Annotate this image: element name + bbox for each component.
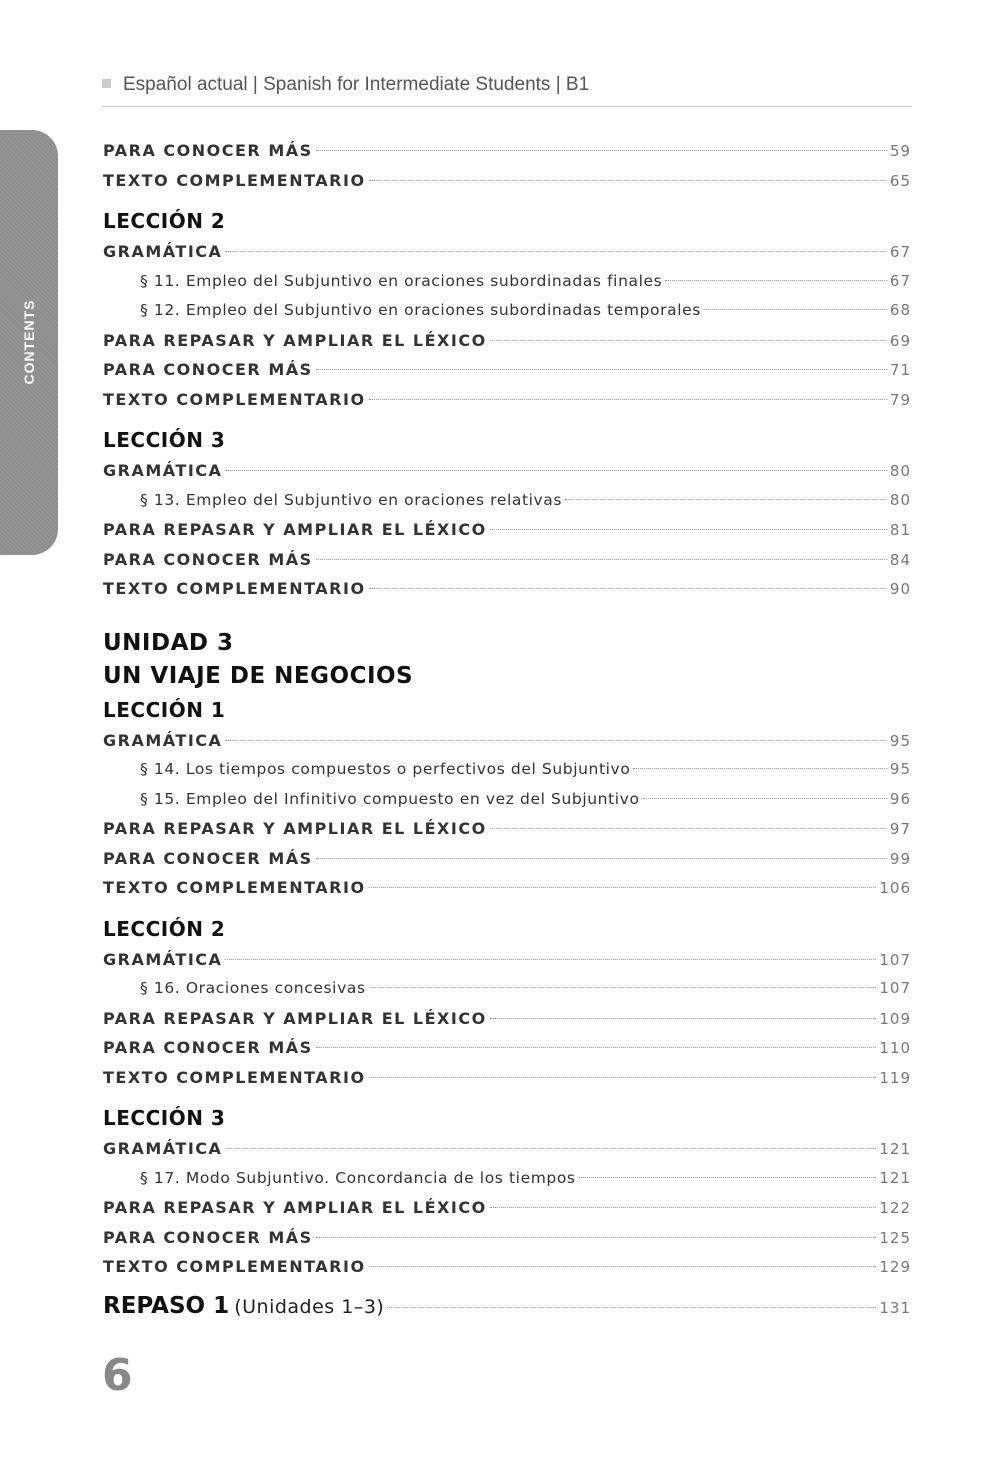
entry-title: GRAMÁTICA [103,461,223,480]
entry-title: PARA REPASAR Y AMPLIAR EL LÉXICO [103,819,487,838]
dot-leader [316,150,887,151]
dot-leader [704,309,887,310]
toc-subentry[interactable] [103,486,911,516]
entry-title: TEXTO COMPLEMENTARIO [103,1067,366,1087]
dot-leader [369,399,887,400]
page-ref: 97 [889,820,911,838]
entry-title: PARA REPASAR Y AMPLIAR EL LÉXICO [103,1008,487,1028]
page-ref: 95 [889,731,911,750]
entry-title: § 13. Empleo del Subjuntivo en oraciones relativas [140,490,563,509]
entry-title: TEXTO COMPLEMENTARIO [103,878,366,897]
header-square-icon [102,79,111,88]
running-header [102,74,589,96]
side-tab-label: CONTENTS [21,299,37,385]
toc-entry[interactable] [103,1004,911,1034]
page-ref: 59 [889,142,911,160]
page-ref: 121 [879,1168,911,1187]
page-ref: 129 [879,1258,911,1276]
repaso-subtitle: (Unidades 1–3) [234,1295,385,1318]
repaso-title: REPASO 1 [103,1292,230,1319]
header-rule [102,106,912,107]
entry-title: PARA REPASAR Y AMPLIAR EL LÉXICO [103,330,487,350]
page-ref: 107 [879,950,911,969]
entry-title: PARA CONOCER MÁS [103,360,313,379]
dot-leader [369,1266,877,1267]
page-ref: 96 [889,789,911,808]
dot-leader [316,559,887,560]
page-number: 6 [102,1350,133,1401]
lesson-heading: LECCIÓN 2 [103,209,226,233]
toc-subentry[interactable] [103,785,911,815]
page-ref: 131 [879,1298,911,1317]
dot-leader [316,858,887,859]
toc-entry[interactable] [103,237,911,267]
dot-leader [579,1177,877,1178]
dot-leader [225,1148,876,1149]
page-ref: 95 [889,760,911,778]
toc-entry[interactable] [103,1063,911,1093]
toc-subentry[interactable] [103,755,911,785]
entry-title: § 17. Modo Subjuntivo. Concordancia de los tiempos [140,1168,576,1187]
dot-leader [490,1207,877,1208]
page-ref: 90 [889,580,911,598]
toc-entry[interactable] [103,814,911,844]
page-ref: 69 [889,331,911,350]
entry-title: PARA CONOCER MÁS [103,848,313,868]
toc-entry[interactable] [103,1252,911,1282]
toc-entry[interactable] [103,326,911,356]
entry-title: TEXTO COMPLEMENTARIO [103,170,366,190]
toc-entry[interactable] [103,1223,911,1253]
page-ref: 81 [889,521,911,539]
entry-title: § 11. Empleo del Subjuntivo en oraciones subordinadas finales [140,271,663,290]
toc-entry[interactable] [103,385,911,415]
entry-title: PARA CONOCER MÁS [103,141,313,160]
lesson-heading: LECCIÓN 3 [103,428,226,452]
entry-title: PARA REPASAR Y AMPLIAR EL LÉXICO [103,520,487,539]
unit-heading: UN VIAJE DE NEGOCIOS [103,662,414,689]
toc-entry-repaso[interactable] [103,1288,911,1324]
dot-leader [369,588,887,589]
toc-entry[interactable] [103,545,911,575]
dot-leader [643,798,887,799]
dot-leader [490,828,887,829]
entry-title: PARA CONOCER MÁS [103,1227,313,1247]
page-ref: 65 [889,171,911,190]
dot-leader [316,369,887,370]
dot-leader [387,1307,876,1308]
page-ref: 122 [879,1199,911,1217]
toc-entry[interactable] [103,166,911,196]
table-of-contents [103,136,911,1324]
entry-title: TEXTO COMPLEMENTARIO [103,389,366,409]
dot-leader [369,1077,877,1078]
unit-heading: UNIDAD 3 [103,629,234,656]
page-ref: 109 [879,1009,911,1028]
dot-leader [225,470,887,471]
page-ref: 121 [879,1140,911,1158]
entry-title: § 14. Los tiempos compuestos o perfectivos del Subjuntivo [140,760,631,778]
entry-title: GRAMÁTICA [103,730,223,750]
dot-leader [565,499,887,500]
dot-leader [369,887,877,888]
toc-entry[interactable] [103,456,911,486]
entry-title: PARA CONOCER MÁS [103,549,313,569]
toc-entry[interactable] [103,1033,911,1063]
page-ref: 107 [879,979,911,997]
page-ref: 80 [889,462,911,480]
contents-side-tab [0,130,58,555]
entry-title: § 12. Empleo del Subjuntivo en oraciones subordinadas temporales [140,301,701,319]
entry-title: TEXTO COMPLEMENTARIO [103,1257,366,1276]
toc-subentry[interactable] [103,974,911,1004]
page-ref: 99 [889,849,911,868]
lesson-heading: LECCIÓN 3 [103,1106,226,1130]
toc-subentry[interactable] [103,267,911,297]
toc-subentry[interactable] [103,1164,911,1194]
dot-leader [633,768,887,769]
dot-leader [225,251,887,252]
toc-entry[interactable] [103,355,911,385]
dot-leader [225,740,887,741]
page-ref: 67 [889,243,911,261]
entry-title: GRAMÁTICA [103,242,223,261]
toc-entry[interactable] [103,515,911,545]
entry-title: § 16. Oraciones concesivas [140,979,366,997]
toc-entry[interactable] [103,1193,911,1223]
dot-leader [490,1018,877,1019]
dot-leader [490,340,887,341]
page-ref: 67 [889,271,911,290]
entry-title: TEXTO COMPLEMENTARIO [103,579,366,598]
toc-entry[interactable] [103,945,911,975]
header-title: Español actual | Spanish for Intermediate Students | B1 [123,74,590,95]
page-ref: 80 [889,490,911,509]
entry-title: PARA CONOCER MÁS [103,1038,313,1057]
dot-leader [369,180,887,181]
toc-entry[interactable] [103,726,911,756]
dot-leader [665,280,887,281]
toc-entry[interactable] [103,873,911,903]
page-ref: 110 [879,1039,911,1057]
toc-entry[interactable] [103,1134,911,1164]
entry-title: GRAMÁTICA [103,949,223,969]
toc-entry[interactable] [103,136,911,166]
dot-leader [490,529,887,530]
page-ref: 71 [889,361,911,379]
page-ref: 84 [889,550,911,569]
dot-leader [316,1237,877,1238]
page-ref: 119 [879,1068,911,1087]
entry-title: PARA REPASAR Y AMPLIAR EL LÉXICO [103,1198,487,1217]
dot-leader [316,1047,877,1048]
page-ref: 125 [879,1228,911,1247]
dot-leader [369,987,877,988]
entry-title: GRAMÁTICA [103,1139,223,1158]
entry-title: § 15. Empleo del Infinitivo compuesto en vez del Subjuntivo [140,789,640,808]
toc-subentry[interactable] [103,296,911,326]
lesson-heading: LECCIÓN 2 [103,916,226,941]
dot-leader [225,959,876,960]
lesson-heading: LECCIÓN 1 [103,697,226,722]
page-ref: 106 [879,879,911,897]
page-ref: 79 [889,390,911,409]
toc-entry[interactable] [103,574,911,604]
page-ref: 68 [889,301,911,319]
toc-entry[interactable] [103,844,911,874]
